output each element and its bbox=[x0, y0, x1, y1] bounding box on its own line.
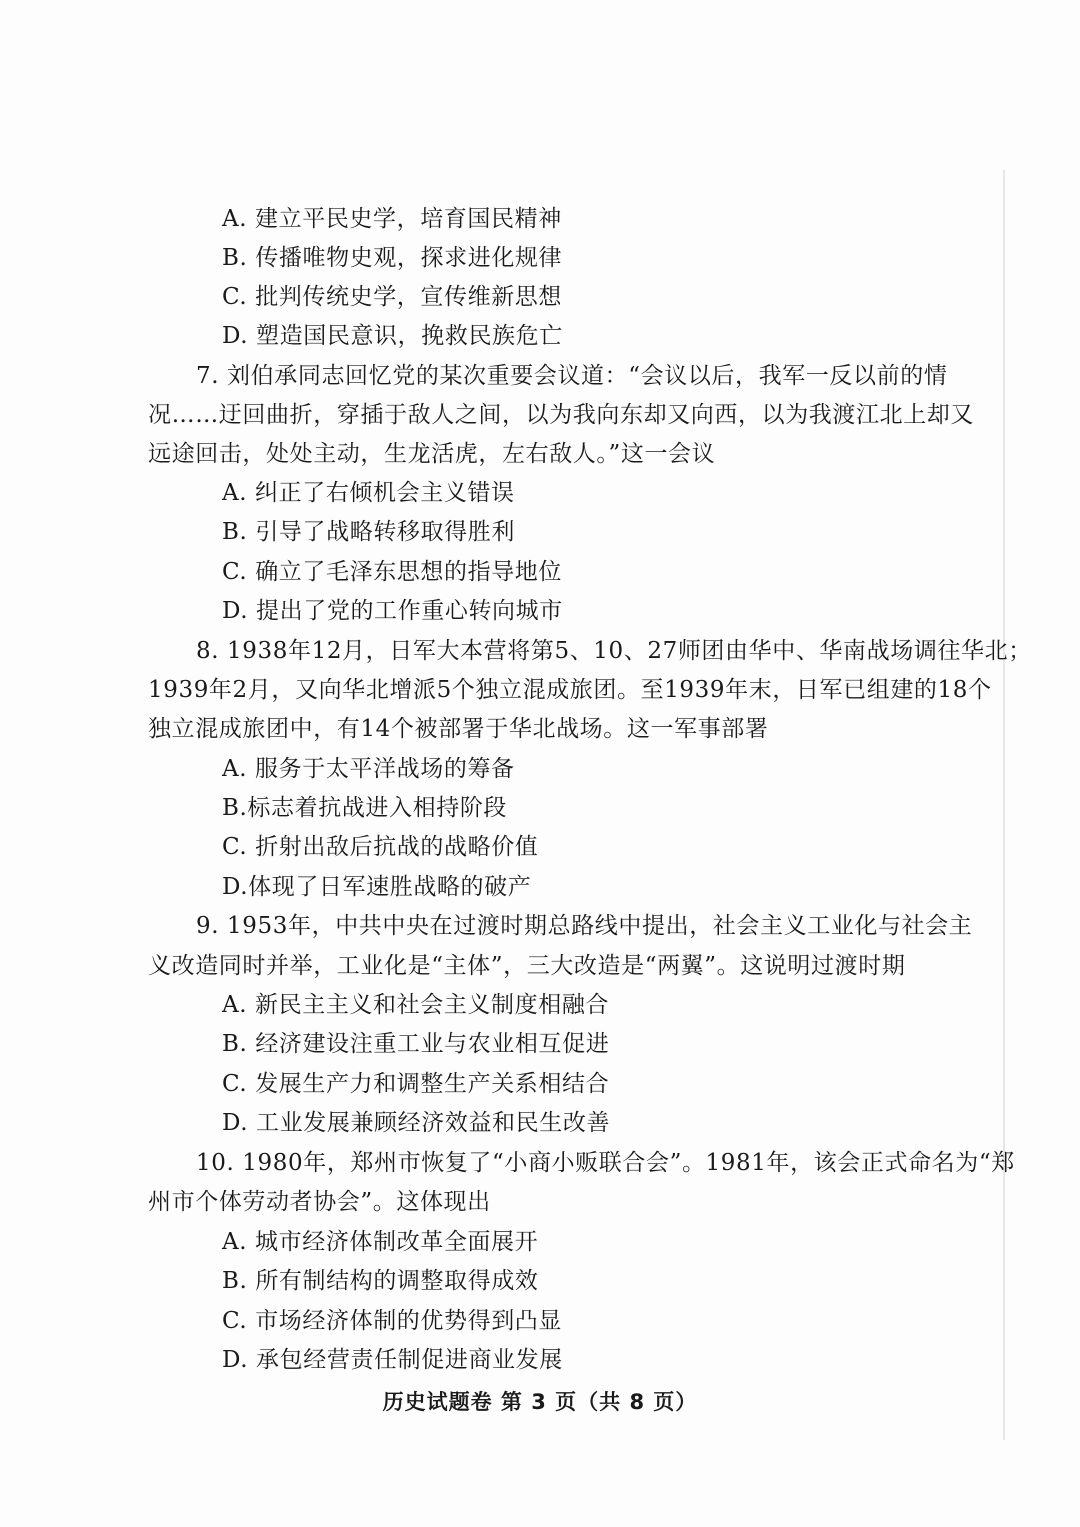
q7-stem-line-2: 况……迂回曲折，穿插于敌人之间，以为我向东却又向西，以为我渡江北上却又 bbox=[148, 402, 974, 428]
page-footer: 历史试题卷 第 3 页（共 8 页） bbox=[382, 1390, 698, 1414]
q7-option-a: A. 纠正了右倾机会主义错误 bbox=[222, 480, 515, 506]
q8-stem-line-3: 独立混成旅团中，有14个被部署于华北战场。这一军事部署 bbox=[148, 716, 769, 742]
q10-option-d: D. 承包经营责任制促进商业发展 bbox=[222, 1347, 563, 1373]
q10-stem-line-2: 州市个体劳动者协会”。这体现出 bbox=[148, 1189, 491, 1215]
q8-option-d: D.体现了日军速胜战略的破产 bbox=[222, 874, 532, 900]
q8-stem-line-1: 8. 1938年12月，日军大本营将第5、10、27师团由华中、华南战场调往华北； bbox=[196, 638, 1032, 664]
q8-option-b: B.标志着抗战进入相持阶段 bbox=[222, 795, 508, 821]
q8-option-a: A. 服务于太平洋战场的筹备 bbox=[222, 756, 515, 782]
q9-option-d: D. 工业发展兼顾经济效益和民生改善 bbox=[222, 1110, 611, 1136]
q9-option-a: A. 新民主主义和社会主义制度相融合 bbox=[222, 992, 610, 1018]
q7-option-c: C. 确立了毛泽东思想的指导地位 bbox=[222, 559, 563, 585]
q8-option-c: C. 折射出敌后抗战的战略价值 bbox=[222, 834, 539, 860]
page-edge-shadow bbox=[1003, 170, 1005, 1440]
q7-option-b: B. 引导了战略转移取得胜利 bbox=[222, 519, 515, 545]
q9-stem-line-2: 义改造同时并举，工业化是“主体”，三大改造是“两翼”。这说明过渡时期 bbox=[148, 953, 906, 979]
q6-option-c: C. 批判传统史学，宣传维新思想 bbox=[222, 284, 563, 310]
q10-option-b: B. 所有制结构的调整取得成效 bbox=[222, 1268, 539, 1294]
q6-option-b: B. 传播唯物史观，探求进化规律 bbox=[222, 245, 563, 271]
q7-stem-line-1: 7. 刘伯承同志回忆党的某次重要会议道：“会议以后，我军一反以前的情 bbox=[196, 363, 948, 389]
q10-option-a: A. 城市经济体制改革全面展开 bbox=[222, 1229, 539, 1255]
q10-stem-line-1: 10. 1980年，郑州市恢复了“小商小贩联合会”。1981年，该会正式命名为“郑 bbox=[196, 1150, 1015, 1176]
q9-option-b: B. 经济建设注重工业与农业相互促进 bbox=[222, 1031, 610, 1057]
q6-option-d: D. 塑造国民意识，挽救民族危亡 bbox=[222, 323, 563, 349]
q9-stem-line-1: 9. 1953年，中共中央在过渡时期总路线中提出，社会主义工业化与社会主 bbox=[196, 913, 973, 939]
q7-option-d: D. 提出了党的工作重心转向城市 bbox=[222, 598, 563, 624]
q8-stem-line-2: 1939年2月，又向华北增派5个独立混成旅团。至1939年末，日军已组建的18个 bbox=[148, 677, 992, 703]
q7-stem-line-3: 远途回击，处处主动，生龙活虎，左右敌人。”这一会议 bbox=[148, 441, 716, 467]
q10-option-c: C. 市场经济体制的优势得到凸显 bbox=[222, 1308, 563, 1334]
q6-option-a: A. 建立平民史学，培育国民精神 bbox=[222, 206, 562, 232]
q9-option-c: C. 发展生产力和调整生产关系相结合 bbox=[222, 1071, 610, 1097]
